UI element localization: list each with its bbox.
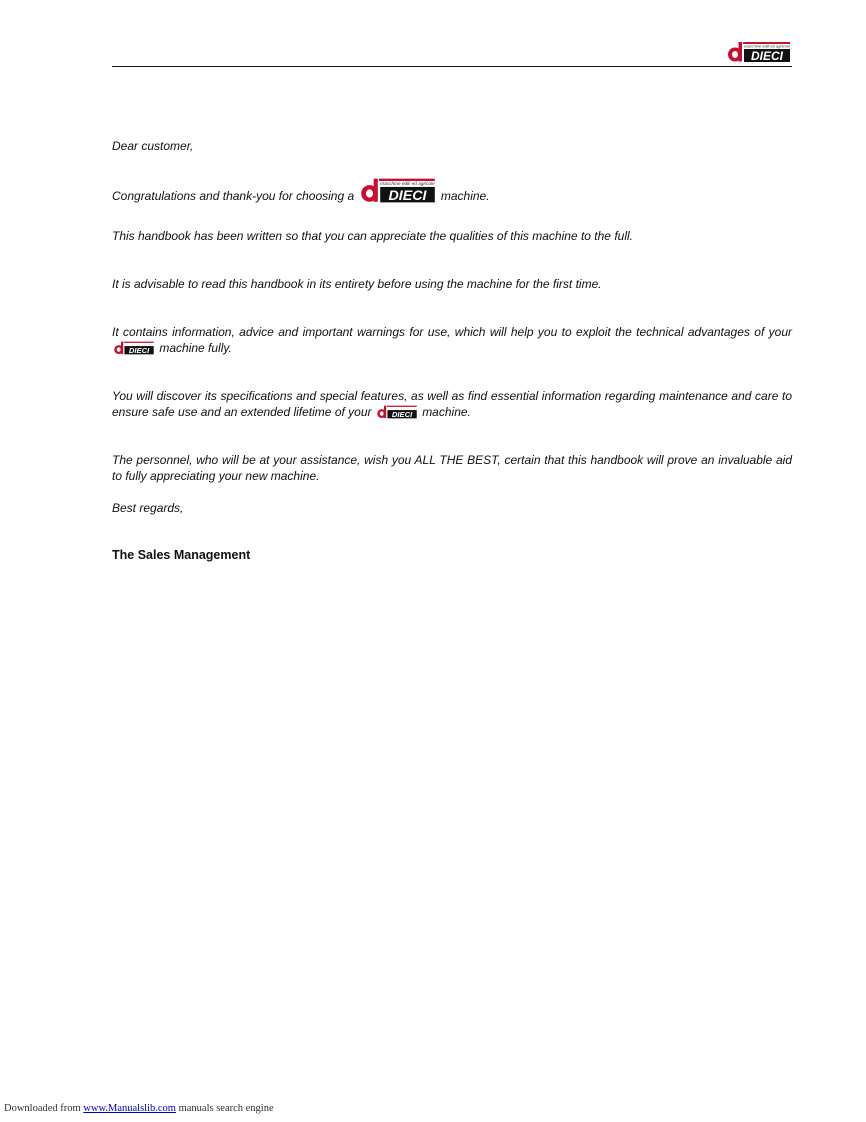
- dieci-logo-inline: [113, 341, 155, 355]
- contains-text-after: machine fully.: [159, 341, 232, 355]
- svg-text:DIECI: DIECI: [387, 188, 427, 204]
- closing: Best regards,: [112, 501, 184, 515]
- svg-text:DIECI: DIECI: [750, 49, 784, 63]
- personnel-paragraph: The personnel, who will be at your assistance, wish you ALL THE BEST, certain that this handbook will prove an invaluable aid to fully appreciating your new machine.: [112, 453, 792, 483]
- dieci-logo-inline: [360, 177, 436, 204]
- download-footer: [4, 1103, 274, 1114]
- congrats-text-before: Congratulations and thank-you for choosing a: [112, 189, 355, 203]
- footer-suffix: manuals search engine: [178, 1103, 274, 1114]
- discover-text-before: You will discover its specifications and special features, as well as find essential information regarding maintenance and care to ensure safe use and an extended lifetime of your: [112, 389, 792, 419]
- contains-paragraph: [112, 324, 792, 356]
- dieci-logo-header: [727, 41, 791, 63]
- svg-text:macchine edili ed agricole: macchine edili ed agricole: [743, 43, 791, 49]
- footer-prefix: Downloaded from: [4, 1103, 81, 1114]
- congrats-paragraph: [112, 177, 792, 204]
- discover-text-after: machine.: [422, 405, 471, 419]
- salutation: Dear customer,: [112, 139, 194, 153]
- manualslib-link[interactable]: www.Manualslib.com: [83, 1103, 176, 1114]
- svg-text:DIECI: DIECI: [391, 410, 413, 419]
- svg-text:DIECI: DIECI: [128, 346, 150, 355]
- signature: The Sales Management: [112, 548, 251, 562]
- header-rule: [112, 66, 792, 67]
- advisable-paragraph: It is advisable to read this handbook in its entirety before using the machine for the first time.: [112, 277, 602, 291]
- discover-paragraph: [112, 388, 792, 420]
- svg-text:macchine edili ed agricole: macchine edili ed agricole: [379, 182, 435, 188]
- contains-text-before: It contains information, advice and important warnings for use, which will help you to exploit the technical advantages of your: [112, 325, 792, 339]
- handbook-paragraph: This handbook has been written so that you can appreciate the qualities of this machine to the full.: [112, 229, 633, 243]
- dieci-logo-inline: [376, 405, 418, 419]
- congrats-text-after: machine.: [440, 189, 490, 203]
